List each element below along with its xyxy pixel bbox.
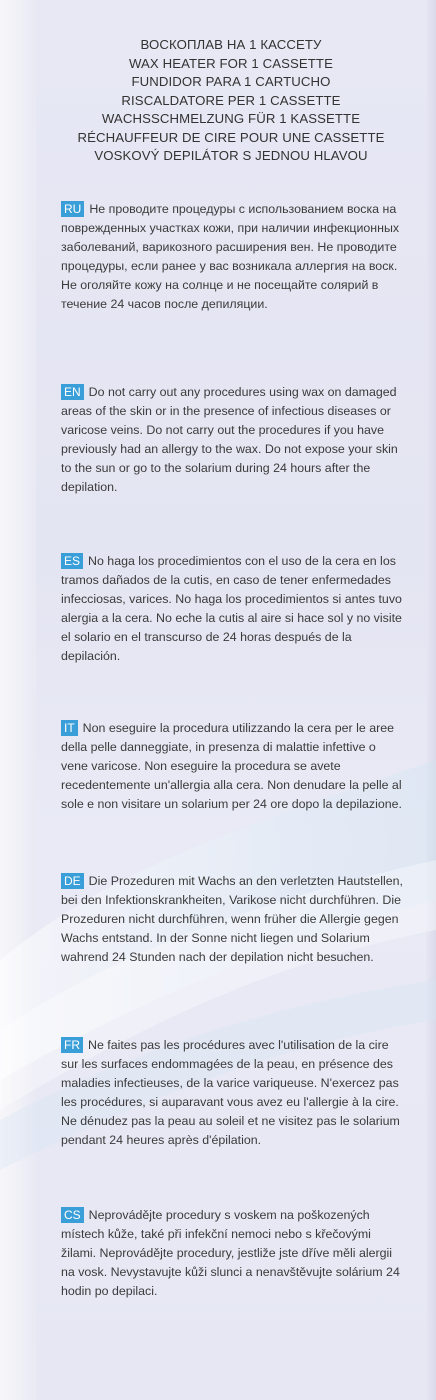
product-title-block <box>36 36 426 166</box>
section-en <box>61 383 406 497</box>
section-text: Die Prozeduren mit Wachs an den verletzten Hautstellen, bei den Infektionskrankheiten, Varikose nicht durchführen. Die Prozeduren nicht durchführen, wenn früher die Allergie gegen Wachs entstand. In der Sonne nicht liegen und Solarium wahrend 24 Stunden nach der depilation nicht besuchen. <box>61 874 403 964</box>
language-badge: IT <box>61 720 78 736</box>
section-text: Neprovádějte procedury s voskem na poškozených místech kůže, také při infekční nemoci nebo s křečovými žilami. Neprovádějte procedury, jestliže jste dříve měli alergii na vosk. Nevystavujte kůži slunci a nenavštěvujte solárium 24 hodin po depilaci. <box>61 1208 400 1298</box>
language-badge: DE <box>61 873 84 889</box>
section-text: Non eseguire la procedura utilizzando la cera per le aree della pelle danneggiate, in presenza di malattie infettive o vene varicose. Non eseguire la procedura se avete recedentemente un'allergia alla cera. Non denudare la pelle al sole e non visitare un solarium per 24 ore dopo la depilazione. <box>61 721 402 811</box>
title-it: RISCALDATORE PER 1 CASSETTE <box>121 92 341 108</box>
section-cs <box>61 1206 406 1301</box>
language-badge: ES <box>61 553 83 569</box>
section-de <box>61 872 406 967</box>
title-en: WAX HEATER FOR 1 CASSETTE <box>128 55 333 71</box>
section-es <box>61 552 406 666</box>
section-ru <box>61 200 406 314</box>
section-fr <box>61 1036 406 1150</box>
section-text: Не проводите процедуры с использованием воска на поврежденных участках кожи, при наличии инфекционных заболеваний, варикозного расширения вен. Не проводите процедуры, если ранее у вас возникала аллергия на воск. Не оголяйте кожу на солнце и не посещайте солярий в течение 24 часов после депиляции. <box>61 202 400 311</box>
title-ru: ВОСКОПЛАВ НА 1 КАССЕТУ <box>140 37 322 52</box>
language-badge: EN <box>61 384 84 400</box>
section-text: No haga los procedimientos con el uso de la cera en los tramos dañados de la cutis, en caso de tener enfermedades infecciosas, varices. No haga los procedimientos si antes tuvo alergia a la cera. No eche la cutis al aire si hace sol y no visite el solario en el transcurso de 24 horas después de la depilación. <box>61 554 402 663</box>
title-es: FUNDIDOR PARA 1 CARTUCHO <box>131 74 331 89</box>
section-text: Ne faites pas les procédures avec l'utilisation de la cire sur les surfaces endommagées de la peau, en présence des maladies infectieuses, de la varice variqueuse. N'exercez pas les procédures, si auparavant vous avez eu l'allergie à la cire. Ne dénudez pas la peau au soleil et ne visitez pas le solarium pendant 24 heures après d'épilation. <box>61 1038 400 1147</box>
title-de: WACHSSCHMELZUNG FÜR 1 KASSETTE <box>101 111 361 126</box>
language-badge: CS <box>61 1207 84 1223</box>
language-badge: RU <box>61 201 84 217</box>
section-it <box>61 719 406 814</box>
section-text: Do not carry out any procedures using wax on damaged areas of the skin or in the presence of infectious diseases or varicose veins. Do not carry out the procedures if you have previously had an allergy to the wax. Do not expose your skin to the sun or go to the solarium during 24 hours after the depilation. <box>61 385 398 494</box>
title-cs: VOSKOVÝ DEPILÁTOR S JEDNOU HLAVOU <box>94 148 368 163</box>
language-badge: FR <box>61 1037 83 1053</box>
title-fr: RÉCHAUFFEUR DE CIRE POUR UNE CASSETTE <box>77 129 385 145</box>
